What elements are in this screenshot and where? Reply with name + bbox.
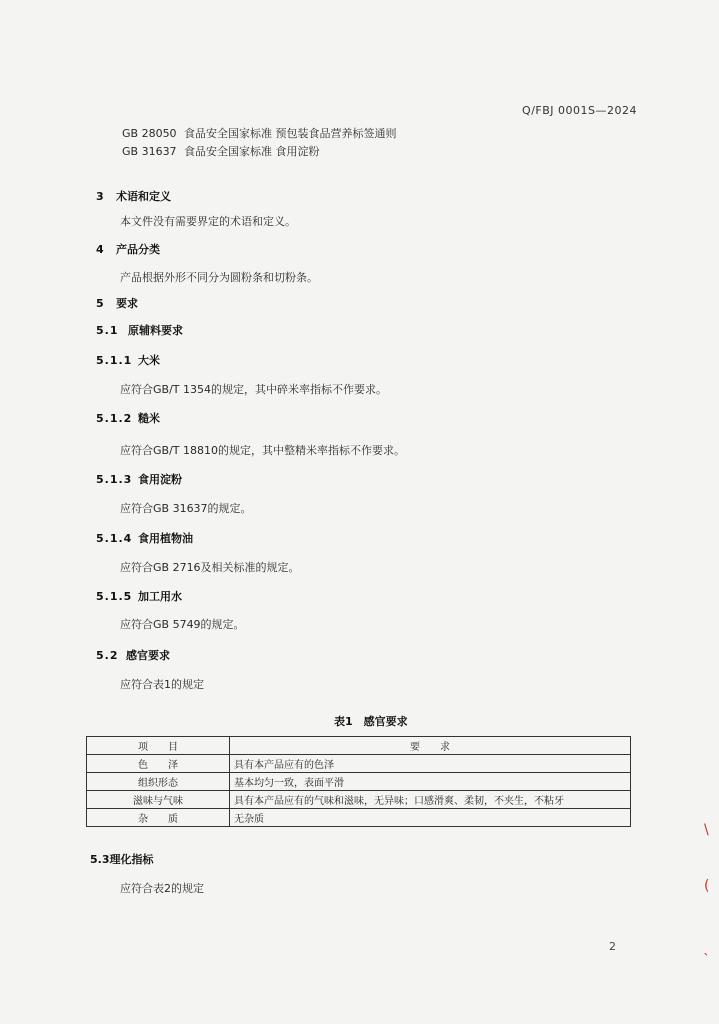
table-header-row: [87, 737, 631, 755]
scan-mark-decoration: ˎ: [703, 940, 710, 956]
section-heading-5-3: 5.3理化指标: [90, 853, 154, 866]
reference-item: [122, 143, 320, 159]
scan-mark-decoration: (: [704, 878, 710, 894]
section-text-5-1-5: 应符合GB 5749的规定。: [120, 618, 245, 631]
table-cell: 基本均匀一致，表面平滑: [230, 773, 631, 791]
section-heading-5-1-2: 5.1.2 糙米: [96, 412, 160, 425]
table-cell: 具有本产品应有的气味和滋味，无异味；口感滑爽、柔韧，不夹生，不粘牙: [230, 791, 631, 809]
table-title: 表1 感官要求: [334, 715, 408, 728]
section-heading-5-1-1: 5.1.1 大米: [96, 354, 160, 367]
reference-code: GB 28050: [122, 127, 177, 140]
section-text-5-1-4: 应符合GB 2716及相关标准的规定。: [120, 561, 300, 574]
table-row: [87, 791, 631, 809]
section-text-5-1-1: 应符合GB/T 1354的规定，其中碎米率指标不作要求。: [120, 383, 387, 396]
section-text-4: 产品根据外形不同分为圆粉条和切粉条。: [120, 271, 318, 284]
table-cell: 色 泽: [87, 755, 230, 773]
reference-code: GB 31637: [122, 145, 177, 158]
table-row: [87, 809, 631, 827]
reference-item: [122, 125, 397, 141]
section-heading-5-2: 5.2 感官要求: [96, 649, 170, 662]
table-cell: 具有本产品应有的色泽: [230, 755, 631, 773]
section-heading-4: 4 产品分类: [96, 243, 160, 256]
table-header-cell: 项 目: [87, 737, 230, 755]
section-heading-3: 3 术语和定义: [96, 190, 171, 203]
section-text-3: 本文件没有需要界定的术语和定义。: [120, 215, 296, 228]
table-row: [87, 773, 631, 791]
table-cell: 杂 质: [87, 809, 230, 827]
sensory-requirements-table: [86, 736, 631, 827]
section-text-5-3: 应符合表2的规定: [120, 882, 204, 895]
reference-title: 食品安全国家标准 预包装食品营养标签通则: [184, 127, 397, 140]
section-text-5-1-3: 应符合GB 31637的规定。: [120, 502, 252, 515]
section-heading-5-1-4: 5.1.4 食用植物油: [96, 532, 193, 545]
page-number: 2: [609, 940, 616, 953]
reference-title: 食品安全国家标准 食用淀粉: [184, 145, 320, 158]
table-row: [87, 755, 631, 773]
table-cell: 组织形态: [87, 773, 230, 791]
section-text-5-1-2: 应符合GB/T 18810的规定，其中整精米率指标不作要求。: [120, 444, 405, 457]
section-heading-5-1-3: 5.1.3 食用淀粉: [96, 473, 182, 486]
section-heading-5-1: 5.1 原辅料要求: [96, 324, 183, 337]
section-text-5-2: 应符合表1的规定: [120, 678, 204, 691]
table-cell: 滋味与气味: [87, 791, 230, 809]
section-heading-5-1-5: 5.1.5 加工用水: [96, 590, 182, 603]
document-code: Q/FBJ 0001S—2024: [522, 104, 637, 117]
section-heading-5: 5 要求: [96, 297, 138, 310]
scan-mark-decoration: \: [704, 822, 709, 838]
table-cell: 无杂质: [230, 809, 631, 827]
table-header-cell: 要 求: [230, 737, 631, 755]
